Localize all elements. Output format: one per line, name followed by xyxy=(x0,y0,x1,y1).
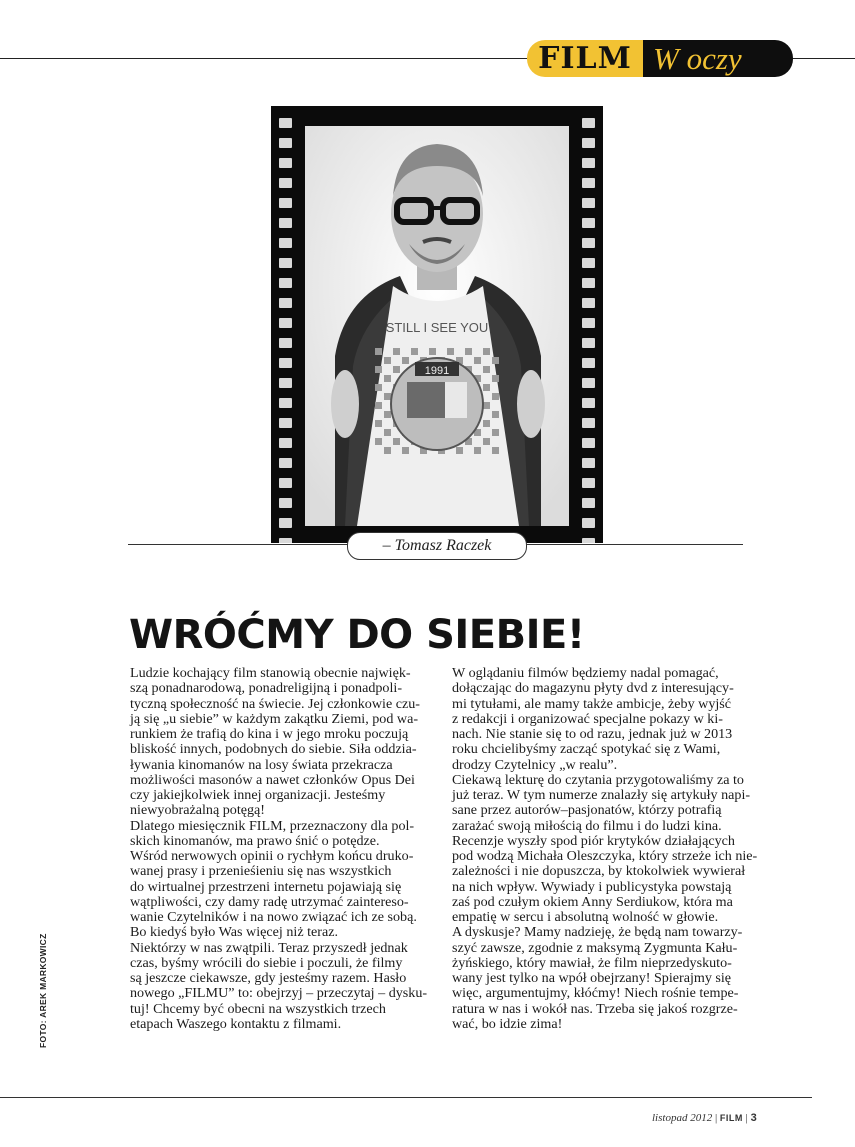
checker-square xyxy=(474,357,481,364)
perforation-hole xyxy=(582,138,595,148)
article-title: WRÓĆMY DO SIEBIE! xyxy=(129,612,585,658)
issue-date: listopad 2012 xyxy=(652,1112,713,1124)
body-line: wanej prasy i przenieśieniu się nas wszystkich xyxy=(130,863,392,880)
checker-square xyxy=(384,411,391,418)
perforation-hole xyxy=(582,478,595,488)
checker-square xyxy=(384,357,391,364)
perforation-hole xyxy=(279,438,292,448)
perforation-hole xyxy=(582,238,595,248)
perforation-hole xyxy=(279,198,292,208)
section-label: FILM xyxy=(527,40,643,77)
perforation-hole xyxy=(582,278,595,288)
checker-square xyxy=(375,420,382,427)
perforation-hole xyxy=(279,418,292,428)
checker-square xyxy=(483,366,490,373)
body-line: niewyobrażalną potęgą! xyxy=(130,802,265,819)
body-line: etapach Waszego kontaktu z filmami. xyxy=(130,1015,342,1032)
body-line: skich kinomanów, ma prawo śnić o potędze. xyxy=(130,832,380,849)
checker-square xyxy=(492,429,499,436)
perforation-hole xyxy=(582,458,595,468)
checker-square xyxy=(492,447,499,454)
perforation-hole xyxy=(279,298,292,308)
body-line: już teraz. W tym numerze znalazły się artykuły napi- xyxy=(452,787,751,803)
body-line: W oglądaniu filmów będziemy nadal pomagać, xyxy=(452,665,719,681)
checker-square xyxy=(375,366,382,373)
body-line: więc, argumentujmy, kłóćmy! Niech rośnie tempe- xyxy=(452,985,739,1002)
perforation-hole xyxy=(279,458,292,468)
footer-separator: | xyxy=(712,1112,720,1124)
perforation-hole xyxy=(279,338,292,348)
perforation-hole xyxy=(582,258,595,268)
perforation-hole xyxy=(582,398,595,408)
perforation-hole xyxy=(582,198,595,208)
checker-square xyxy=(483,384,490,391)
body-line: zaś pod czułym okiem Anny Serdiukow, która ma xyxy=(452,893,733,910)
perforation-hole xyxy=(582,178,595,188)
perforation-hole xyxy=(279,258,292,268)
body-line: na nich wpływ. Wywiady i publicystyka powstają xyxy=(452,878,732,895)
photo-frame xyxy=(305,126,569,526)
perforation-hole xyxy=(279,518,292,528)
checker-square xyxy=(411,348,418,355)
checker-square xyxy=(492,393,499,400)
subsection-label: W oczy xyxy=(643,40,793,77)
checker-square xyxy=(465,348,472,355)
checker-square xyxy=(384,375,391,382)
body-line: runkiem że trafią do kina i w jego mroku poczują xyxy=(130,726,409,742)
body-line: roku chcielibyśmy zacząć spotykać się z Wami, xyxy=(452,741,721,758)
checker-square xyxy=(393,366,400,373)
checker-square xyxy=(393,438,400,445)
body-line: z redakcji i organizować specjalne pokazy w ki- xyxy=(452,710,723,727)
perforation-hole xyxy=(582,538,595,543)
body-line: zależności i nie dopuszcza, by ktokolwiek wywierał xyxy=(452,863,746,880)
perforation-hole xyxy=(279,118,292,128)
body-line: bliskość innych, podobnych do siebie. Siła oddzia- xyxy=(130,741,417,758)
checker-square xyxy=(384,393,391,400)
perforation-hole xyxy=(279,278,292,288)
perforation-hole xyxy=(582,378,595,388)
checker-square xyxy=(483,402,490,409)
body-line: Ludzie kochający film stanowią obecnie najwięk- xyxy=(130,665,411,681)
perforation-hole xyxy=(279,178,292,188)
body-line: Recenzje wyszły spod piór krytyków działających xyxy=(452,832,735,849)
body-line: dołączając do magazynu płyty dvd z interesujący- xyxy=(452,680,734,697)
shirt-text: STILL I SEE YOU xyxy=(385,320,489,335)
body-line: są jeszcze ciekawsze, gdy jesteśmy razem. Hasło xyxy=(130,970,407,986)
body-line: wanie Czytelników i na nowo związać ich ze sobą. xyxy=(130,909,417,925)
body-line: czy jakiejkolwiek innej organizacji. Jesteśmy xyxy=(130,787,386,803)
perforation-hole xyxy=(582,498,595,508)
footer-rule xyxy=(0,1097,812,1098)
checker-square xyxy=(492,375,499,382)
body-line: nowego „FILMU” to: obejrzyj – przeczytaj – dysku- xyxy=(130,985,428,1002)
perforation-hole xyxy=(582,218,595,228)
body-line: wać, bo idzie zima! xyxy=(452,1015,563,1032)
page-number: 3 xyxy=(750,1112,757,1124)
checker-square xyxy=(492,411,499,418)
body-line: mi tytułami, ale mamy także ambicje, żeby wyjść xyxy=(452,695,732,712)
body-line: empatię w sercu i absolutną wolność w głowie. xyxy=(452,909,719,925)
perforation-hole xyxy=(582,158,595,168)
body-line: sane przez autorów–pasjonatów, którzy potrafią xyxy=(452,802,722,819)
body-line: ratura w nas i wokół nas. Trzeba się jakoś rozgrze- xyxy=(452,1000,738,1017)
photo-credit-text: FOTO: AREK MARKOWICZ xyxy=(38,933,48,1048)
body-line: Dlatego miesięcznik FILM, przeznaczony dla pol- xyxy=(130,817,415,834)
perforation-hole xyxy=(279,378,292,388)
perforation-hole xyxy=(582,418,595,428)
body-line: Bo kiedyś było Was więcej niż teraz. xyxy=(130,924,338,941)
perforation-hole xyxy=(582,298,595,308)
body-line: Ciekawą lekturę do czytania przygotowaliśmy za to xyxy=(452,771,744,788)
body-line: możliwości masonów a nawet członków Opus Dei xyxy=(130,771,415,788)
photo-credit xyxy=(26,928,48,1048)
body-line: czas, byśmy wrócili do siebie i poczuli, że filmy xyxy=(130,954,403,971)
body-line: drodzy Czytelnicy „w realu”. xyxy=(452,756,618,773)
perforation-hole xyxy=(582,358,595,368)
checker-square xyxy=(429,348,436,355)
perforation-hole xyxy=(279,478,292,488)
shirt-year: 1991 xyxy=(424,365,450,377)
checker-square xyxy=(393,348,400,355)
checker-square xyxy=(375,402,382,409)
portrait-illustration xyxy=(305,126,569,526)
perforation-hole xyxy=(279,358,292,368)
checker-square xyxy=(483,438,490,445)
footer-separator-2: | xyxy=(742,1112,751,1124)
magazine-name: FILM xyxy=(719,1113,743,1123)
checker-square xyxy=(402,357,409,364)
checker-square xyxy=(483,420,490,427)
perforation-hole xyxy=(279,498,292,508)
perforation-hole xyxy=(279,218,292,228)
body-line: szyć zawsze, zgodnie z maksymą Zygmunta Kału- xyxy=(452,939,738,956)
body-line: Wśród nerwowych opinii o rychłym końcu druko- xyxy=(130,848,414,864)
page-footer xyxy=(652,1112,757,1124)
checker-square xyxy=(492,357,499,364)
body-column-left xyxy=(130,666,440,1032)
checker-square xyxy=(375,438,382,445)
perforation-hole xyxy=(582,438,595,448)
perforation-hole xyxy=(279,238,292,248)
perforation-hole xyxy=(279,398,292,408)
checker-square xyxy=(375,384,382,391)
checker-square xyxy=(474,447,481,454)
body-line: wany jest tylko na wpół obejrzany! Spierajmy się xyxy=(452,970,732,986)
body-column-right xyxy=(452,666,762,1032)
perforation-hole xyxy=(279,158,292,168)
body-line: Niektórzy w nas zwątpili. Teraz przyszedł jednak xyxy=(130,939,408,956)
body-line: tyczną społeczność na świecie. Jej członkowie czu- xyxy=(130,695,420,712)
body-line: wątpliwości, czy damy radę utrzymać zaintereso- xyxy=(130,893,409,910)
perforation-hole xyxy=(582,518,595,528)
perforation-hole xyxy=(279,138,292,148)
checker-square xyxy=(375,348,382,355)
perforation-hole xyxy=(582,118,595,128)
body-line: żyńskiego, który mawiał, że film nieprzedyskuto- xyxy=(452,954,732,971)
body-line: szą ponadnarodową, ponadreligijną i ponadpoli- xyxy=(130,680,403,697)
checker-square xyxy=(384,429,391,436)
perforation-hole xyxy=(279,538,292,543)
checker-square xyxy=(384,447,391,454)
section-badge xyxy=(527,40,793,77)
body-line: ją się „u siebie” w każdym zakątku Ziemi, pod wa- xyxy=(130,710,419,727)
body-line: zarażać swoją miłością do filmu i do ludzi kina. xyxy=(452,817,722,834)
photo-caption: – Tomasz Raczek xyxy=(347,532,527,560)
perforation-hole xyxy=(582,318,595,328)
body-line: ływania kinomanów na losy świata przekracza xyxy=(130,756,393,773)
checker-square xyxy=(447,348,454,355)
portrait-photo xyxy=(271,106,603,543)
body-line: pod wodzą Michała Oleszczyka, który strzeże ich nie- xyxy=(452,848,758,864)
body-line: tuj! Chcemy być obecni na wszystkich trzech xyxy=(130,1000,386,1017)
checker-square xyxy=(402,447,409,454)
body-line: do wirtualnej przestrzeni internetu pojawiają się xyxy=(130,878,402,895)
perforation-hole xyxy=(582,338,595,348)
checker-square xyxy=(483,348,490,355)
perforation-hole xyxy=(279,318,292,328)
body-line: A dyskusje? Mamy nadzieję, że będą nam towarzy- xyxy=(452,924,743,941)
checker-square xyxy=(456,447,463,454)
body-line: nach. Nie stanie się to od razu, jednak już w 2013 xyxy=(452,726,733,742)
